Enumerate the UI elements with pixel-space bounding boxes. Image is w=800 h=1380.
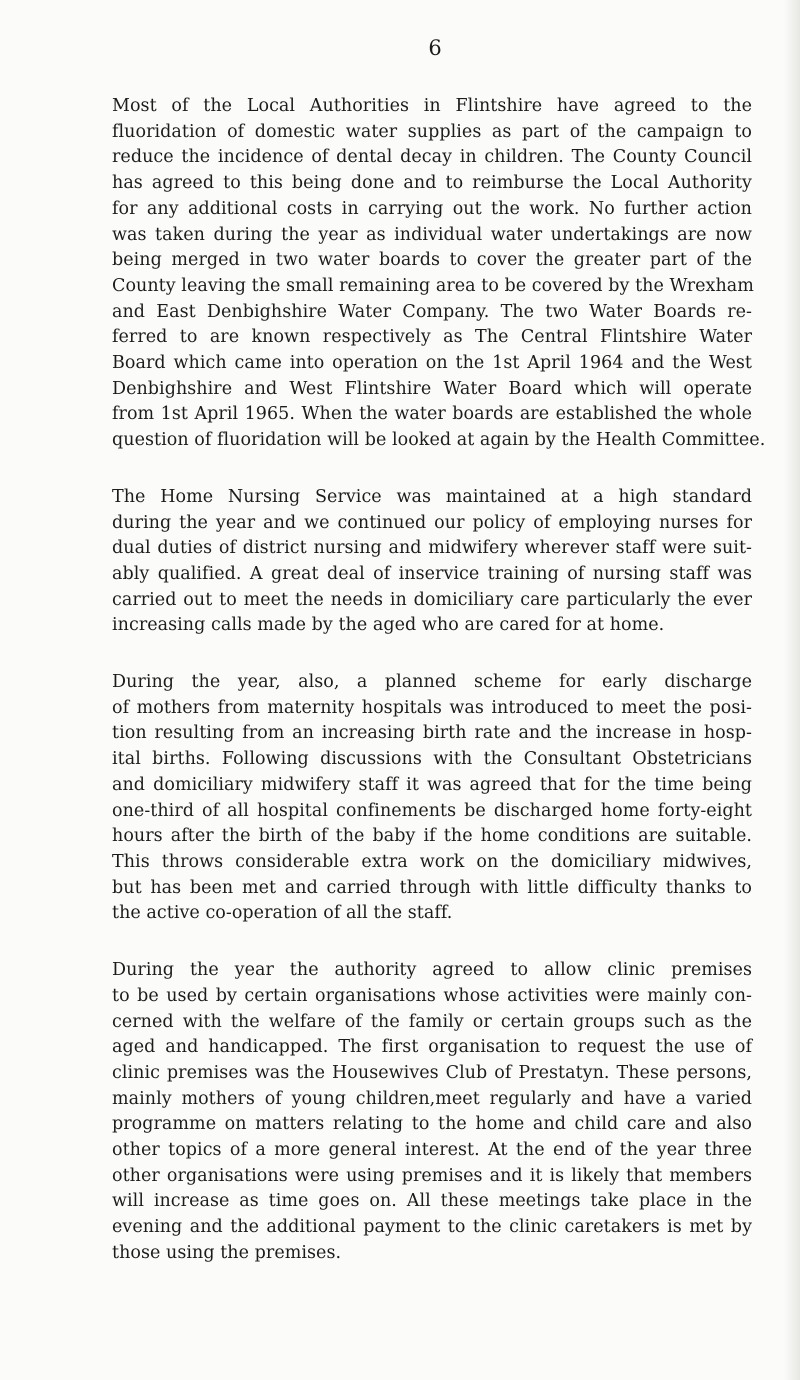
text-line: This throws considerable extra work on the domiciliary midwives, (112, 851, 752, 872)
text-line: Most of the Local Authorities in Flintshire have agreed to the (112, 96, 752, 116)
text-line: increasing calls made by the aged who are cared for at home. (112, 615, 665, 636)
text-line: but has been met and carried through with little difficulty thanks to (112, 877, 752, 898)
text-line: and East Denbighshire Water Company. The two Water Boards re- (112, 301, 752, 322)
text-line: and domiciliary midwifery staff it was agreed that for the time being (112, 774, 752, 795)
text-line: reduce the incidence of dental decay in children. The County Council (112, 147, 752, 168)
text-line: was taken during the year as individual water undertakings are now (112, 224, 752, 245)
text-line: ital births. Following discussions with the Consultant Obstetricians (112, 749, 752, 770)
text-line: ably qualified. A great deal of inservice training of nursing staff was (112, 563, 752, 584)
text-line: to be used by certain organisations whose activities were mainly con- (112, 985, 752, 1006)
text-line: those using the premises. (112, 1242, 342, 1263)
text-line: one-third of all hospital confinements be discharged home forty-eight (112, 800, 752, 821)
text-line: will increase as time goes on. All these meetings take place in the (112, 1191, 752, 1212)
text-line: mainly mothers of young children,meet regularly and have a varied (112, 1088, 752, 1109)
text-line: other topics of a more general interest. At the end of the year three (112, 1140, 752, 1161)
text-line: during the year and we continued our policy of employing nurses for (112, 512, 752, 533)
text-line: carried out to meet the needs in domiciliary care particularly the ever (112, 589, 752, 610)
text-line: During the year the authority agreed to allow clinic premises (112, 960, 752, 981)
text-line: question of fluoridation will be looked at again by the Health Committee. (112, 430, 766, 451)
text-line: from 1st April 1965. When the water boards are established the whole (112, 404, 752, 425)
text-line: other organisations were using premises and it is likely that members (112, 1165, 752, 1186)
text-line: ferred to are known respectively as The Central Flintshire Water (112, 327, 752, 348)
text-line: During the year, also, a planned scheme for early discharge (112, 672, 752, 693)
text-line: cerned with the welfare of the family or certain groups such as the (112, 1011, 752, 1032)
text-line: programme on matters relating to the home and child care and also (112, 1114, 752, 1135)
text-line: dual duties of district nursing and midwifery wherever staff were suit- (112, 538, 752, 559)
text-line: County leaving the small remaining area to be covered by the Wrexham (112, 275, 754, 296)
text-line: fluoridation of domestic water supplies as part of the campaign to (112, 121, 752, 142)
text-line: Board which came into operation on the 1st April 1964 and the West (112, 353, 752, 374)
text-line: hours after the birth of the baby if the home conditions are suitable. (112, 826, 752, 847)
text-line: the active co-operation of all the staff. (112, 903, 453, 924)
text-line: has agreed to this being done and to reimburse the Local Authority (112, 173, 752, 194)
text-line: The Home Nursing Service was maintained at a high standard (112, 486, 752, 507)
paragraph-fluoridation (112, 94, 766, 454)
page-edge-shadow (784, 0, 800, 1380)
paragraph-early-discharge (112, 670, 752, 927)
text-line: Denbighshire and West Flintshire Water Board which will operate (112, 378, 752, 399)
text-line: aged and handicapped. The first organisation to request the use of (112, 1037, 752, 1058)
paragraph-home-nursing (112, 485, 752, 639)
page-number: 6 (428, 36, 442, 60)
text-line: being merged in two water boards to cover the greater part of the (112, 250, 752, 271)
text-line: clinic premises was the Housewives Club of Prestatyn. These persons, (112, 1062, 752, 1083)
text-line: for any additional costs in carrying out the work. No further action (112, 198, 752, 219)
text-line: of mothers from maternity hospitals was introduced to meet the posi- (112, 697, 752, 718)
text-line: tion resulting from an increasing birth rate and the increase in hosp- (112, 723, 752, 744)
paragraph-clinic-premises (112, 958, 752, 1266)
text-line: evening and the additional payment to the clinic caretakers is met by (112, 1217, 752, 1238)
